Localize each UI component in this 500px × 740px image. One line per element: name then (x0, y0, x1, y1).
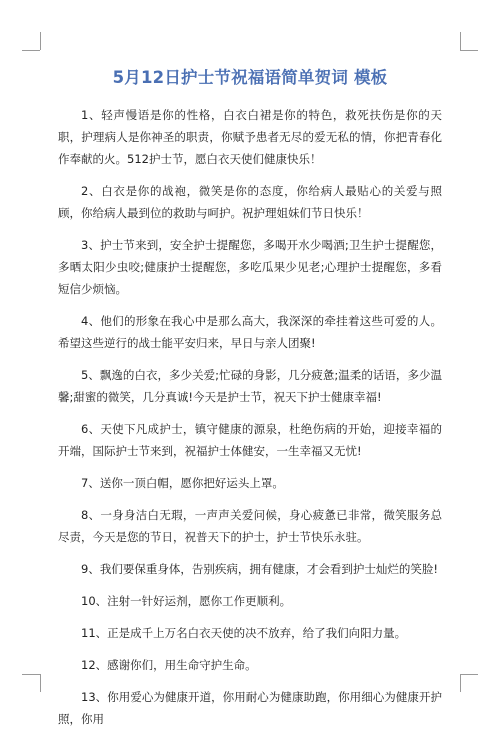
paragraph-1: 1、轻声慢语是你的性格，白衣白裙是你的特色，救死扶伤是你的天职，护理病人是你神圣的职责，你赋予患者无尽的爱无私的情，你把青春化作奉献的火。512护士节，愿白衣天使们健康快乐！ (58, 108, 442, 166)
document-body (58, 104, 442, 740)
paragraph-5: 5、飘逸的白衣，多少关爱;忙碌的身影，几分疲惫;温柔的话语，多少温馨;甜蜜的微笑，几分真诚!今天是护士节，祝天下护士健康幸福! (58, 368, 442, 404)
paragraph-4: 4、他们的形象在我心中是那么高大，我深深的牵挂着这些可爱的人。希望这些逆行的战士能平安归来，早日与亲人团聚! (58, 314, 442, 350)
paragraph-9: 9、我们要保重身体，告别疾病，拥有健康，才会看到护士灿烂的笑脸! (81, 562, 438, 576)
paragraph-11: 11、正是成千上万名白衣天使的决不放弃，给了我们向阳力量。 (81, 626, 407, 640)
paragraph-7: 7、送你一顶白帽，愿你把好运头上罩。 (81, 476, 284, 490)
paragraph-6: 6、天使下凡成护士，镇守健康的源泉，杜绝伤病的开始，迎接幸福的开端，国际护士节来到，祝福护士体健安，一生幸福又无忧! (58, 422, 442, 458)
paragraph-10: 10、注射一针好运剂，愿你工作更顺利。 (81, 594, 292, 608)
paragraph-2: 2、白衣是你的战袍，微笑是你的态度，你给病人最贴心的关爱与照顾，你给病人最到位的救助与呵护。祝护理姐妹们节日快乐！ (58, 184, 442, 220)
paragraph-12: 12、感谢你们，用生命守护生命。 (81, 658, 257, 672)
document-title: 5月12日护士节祝福语简单贺词 模板 (112, 68, 388, 87)
paragraph-8: 8、一身身洁白无瑕，一声声关爱问候，身心疲惫已非常，微笑服务总尽责，今天是您的节日，祝普天下的护士，护士节快乐永驻。 (58, 508, 442, 544)
paragraph-13: 13、你用爱心为健康开道，你用耐心为健康助跑，你用细心为健康开护照，你用 (58, 690, 442, 726)
paragraph-3: 3、护士节来到，安全护士提醒您，多喝开水少喝酒;卫生护士提醒您，多晒太阳少虫咬;健康护士提醒您，多吃瓜果少见老;心理护士提醒您，多看短信少烦恼。 (58, 238, 442, 296)
